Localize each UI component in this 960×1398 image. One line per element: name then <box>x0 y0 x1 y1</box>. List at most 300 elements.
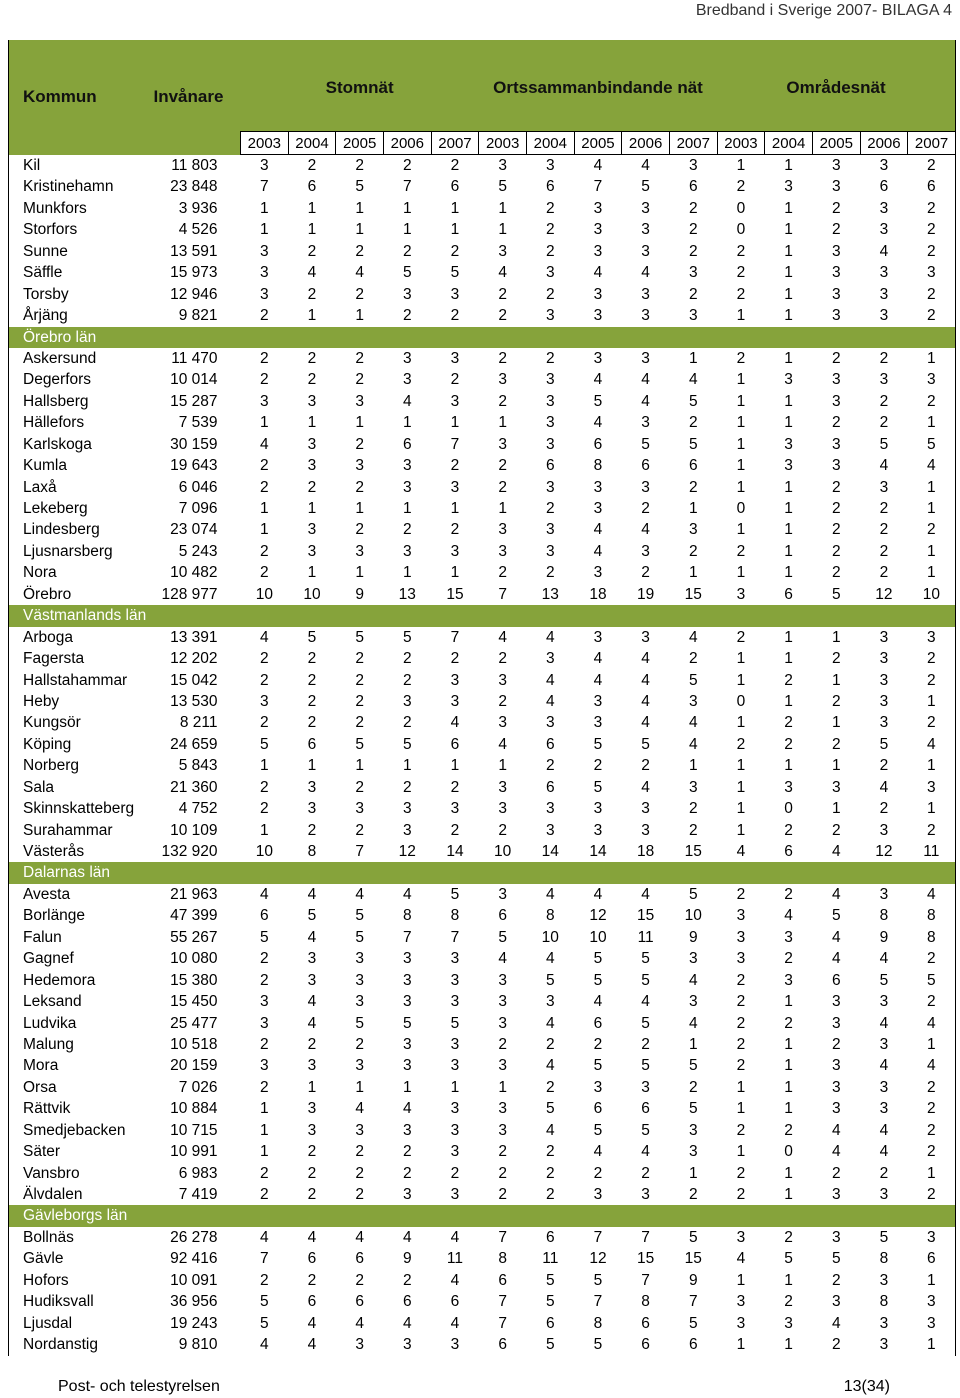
value-cell: 8 <box>879 907 889 925</box>
value-cell: 3 <box>307 971 317 989</box>
value-cell: 2 <box>831 1164 841 1182</box>
value-cell: 2 <box>927 671 936 689</box>
value-cell: 2 <box>307 349 317 367</box>
value-cell: 3 <box>545 821 555 839</box>
value-cell: 2 <box>307 650 317 668</box>
value-cell: 2 <box>545 1078 555 1096</box>
value-cell: 5 <box>260 1314 269 1332</box>
invanare-cell: 15 380 <box>170 971 218 989</box>
value-cell: 3 <box>498 371 507 389</box>
value-cell: 4 <box>784 907 793 925</box>
invanare-cell: 20 159 <box>170 1057 218 1075</box>
value-cell: 2 <box>927 1100 936 1118</box>
value-cell: 2 <box>498 650 507 668</box>
value-cell: 3 <box>402 542 412 560</box>
value-cell: 5 <box>402 628 412 646</box>
kommun-cell: Gävle <box>23 1250 64 1268</box>
value-cell: 2 <box>545 500 555 517</box>
value-cell: 3 <box>260 157 269 174</box>
value-cell: 3 <box>545 157 555 174</box>
value-cell: 4 <box>307 993 317 1011</box>
value-cell: 8 <box>450 907 460 925</box>
value-cell: 4 <box>307 1314 317 1332</box>
value-cell: 6 <box>688 457 698 475</box>
invanare-cell: 24 659 <box>170 735 218 753</box>
value-cell: 2 <box>450 157 460 174</box>
value-cell: 3 <box>498 800 507 818</box>
value-cell: 6 <box>593 1100 603 1118</box>
value-cell: 3 <box>831 371 841 389</box>
value-cell: 8 <box>402 907 412 925</box>
value-cell: 15 <box>684 1250 702 1268</box>
value-cell: 1 <box>784 564 793 582</box>
value-cell: 4 <box>927 457 936 475</box>
value-cell: 3 <box>688 1121 698 1139</box>
value-cell: 1 <box>260 500 269 517</box>
value-cell: 6 <box>450 178 460 196</box>
value-cell: 3 <box>927 778 936 796</box>
value-cell: 3 <box>879 1336 889 1354</box>
value-cell: 2 <box>355 692 364 710</box>
value-cell: 1 <box>688 564 698 582</box>
table-row <box>9 434 956 455</box>
value-cell: 1 <box>736 307 746 325</box>
value-cell: 5 <box>593 1121 603 1139</box>
kommun-cell: Lekeberg <box>23 500 88 517</box>
value-cell: 1 <box>784 1164 793 1182</box>
value-cell: 1 <box>402 564 412 582</box>
table-row <box>9 841 956 862</box>
value-cell: 3 <box>831 1293 841 1311</box>
value-cell: 1 <box>736 778 746 796</box>
value-cell: 2 <box>641 500 650 517</box>
value-cell: 2 <box>355 1035 364 1053</box>
kommun-cell: Falun <box>23 928 62 946</box>
value-cell: 2 <box>402 714 412 732</box>
value-cell: 3 <box>355 542 364 560</box>
value-cell: 3 <box>641 1186 650 1203</box>
value-cell: 6 <box>831 971 841 989</box>
value-cell: 4 <box>355 1228 364 1246</box>
value-cell: 2 <box>260 650 269 668</box>
kommun-cell: Ludvika <box>23 1014 77 1032</box>
kommun-cell: Orsa <box>23 1078 57 1096</box>
value-cell: 3 <box>450 1057 460 1075</box>
value-cell: 1 <box>402 500 412 517</box>
value-cell: 3 <box>545 714 555 732</box>
value-cell: 15 <box>684 585 702 603</box>
value-cell: 4 <box>831 843 841 860</box>
value-cell: 3 <box>736 1314 746 1332</box>
section-label: Västmanlands län <box>9 605 956 626</box>
invanare-cell: 36 956 <box>170 1293 218 1311</box>
invanare-cell: 6 046 <box>178 478 218 496</box>
footer-page-number: 13(34) <box>843 1378 890 1395</box>
value-cell: 5 <box>593 778 603 796</box>
value-cell: 2 <box>879 392 889 410</box>
value-cell: 2 <box>355 714 364 732</box>
kommun-cell: Kungsör <box>23 714 81 732</box>
value-cell: 3 <box>927 264 936 282</box>
invanare-cell: 10 482 <box>170 564 218 582</box>
value-cell: 2 <box>927 1078 936 1096</box>
value-cell: 10 <box>303 585 321 603</box>
value-cell: 1 <box>927 500 936 517</box>
value-cell: 3 <box>736 907 746 925</box>
value-cell: 12 <box>589 907 607 925</box>
value-cell: 0 <box>784 1143 793 1161</box>
value-cell: 3 <box>498 671 507 689</box>
value-cell: 4 <box>260 1336 269 1354</box>
value-cell: 2 <box>784 1228 793 1246</box>
value-cell: 2 <box>355 1186 364 1203</box>
value-cell: 1 <box>784 392 793 410</box>
value-cell: 2 <box>545 1143 555 1161</box>
value-cell: 3 <box>593 500 603 517</box>
value-cell: 5 <box>641 1057 650 1075</box>
invanare-cell: 5 843 <box>178 757 218 775</box>
value-cell: 2 <box>927 521 936 539</box>
value-cell: 3 <box>641 349 650 367</box>
value-cell: 5 <box>355 1014 364 1032</box>
value-cell: 1 <box>927 478 936 496</box>
value-cell: 3 <box>593 285 603 303</box>
value-cell: 2 <box>831 735 841 753</box>
value-cell: 4 <box>593 885 603 903</box>
value-cell: 5 <box>641 1014 650 1032</box>
value-cell: 1 <box>402 221 412 239</box>
value-cell: 7 <box>260 1250 269 1268</box>
value-cell: 4 <box>688 628 698 646</box>
invanare-cell: 21 360 <box>170 778 218 796</box>
value-cell: 3 <box>688 950 698 968</box>
value-cell: 2 <box>593 757 603 775</box>
value-cell: 3 <box>593 692 603 710</box>
value-cell: 6 <box>450 735 460 753</box>
value-cell: 5 <box>402 1014 412 1032</box>
value-cell: 4 <box>688 714 698 732</box>
value-cell: 2 <box>736 349 746 367</box>
value-cell: 1 <box>784 199 793 217</box>
value-cell: 3 <box>545 521 555 539</box>
value-cell: 2 <box>927 157 936 174</box>
value-cell: 2 <box>831 478 841 496</box>
value-cell: 3 <box>736 950 746 968</box>
invanare-cell: 4 752 <box>178 800 218 818</box>
value-cell: 2 <box>545 1035 555 1053</box>
value-cell: 5 <box>355 628 364 646</box>
value-cell: 6 <box>355 1250 364 1268</box>
kommun-cell: Sala <box>23 778 55 796</box>
value-cell: 6 <box>593 1014 603 1032</box>
value-cell: 1 <box>784 221 793 239</box>
value-cell: 5 <box>831 1250 841 1268</box>
value-cell: 6 <box>545 778 555 796</box>
value-cell: 2 <box>831 221 841 239</box>
value-cell: 2 <box>927 1143 936 1161</box>
table-row <box>9 1313 956 1334</box>
value-cell: 1 <box>927 692 936 710</box>
value-cell: 1 <box>831 800 841 818</box>
table-row <box>9 712 956 733</box>
invanare-cell: 12 946 <box>170 285 218 303</box>
value-cell: 4 <box>641 671 650 689</box>
value-cell: 2 <box>831 349 841 367</box>
value-cell: 3 <box>831 1100 841 1118</box>
value-cell: 2 <box>784 671 793 689</box>
value-cell: 3 <box>402 971 412 989</box>
value-cell: 2 <box>307 1164 317 1182</box>
value-cell: 5 <box>355 928 364 946</box>
kommun-cell: Storfors <box>23 221 78 239</box>
invanare-cell: 10 991 <box>170 1143 218 1161</box>
value-cell: 3 <box>879 478 889 496</box>
invanare-cell: 23 848 <box>170 178 218 196</box>
invanare-cell: 10 518 <box>170 1035 218 1053</box>
value-cell: 3 <box>927 1314 936 1332</box>
value-cell: 3 <box>879 821 889 839</box>
value-cell: 8 <box>593 1314 603 1332</box>
value-cell: 2 <box>927 950 936 968</box>
value-cell: 3 <box>355 457 364 475</box>
invanare-cell: 13 530 <box>170 692 218 710</box>
value-cell: 2 <box>545 221 555 239</box>
value-cell: 4 <box>736 1250 746 1268</box>
invanare-cell: 10 109 <box>170 821 218 839</box>
value-cell: 2 <box>450 307 460 325</box>
value-cell: 4 <box>450 1314 460 1332</box>
value-cell: 2 <box>260 950 269 968</box>
value-cell: 4 <box>831 928 841 946</box>
value-cell: 4 <box>736 843 746 860</box>
value-cell: 2 <box>831 564 841 582</box>
value-cell: 2 <box>355 671 364 689</box>
value-cell: 1 <box>450 221 460 239</box>
value-cell: 2 <box>593 1164 603 1182</box>
year-header: 2003 <box>717 132 765 155</box>
value-cell: 4 <box>593 671 603 689</box>
value-cell: 1 <box>260 757 269 775</box>
value-cell: 1 <box>355 757 364 775</box>
table-row <box>9 348 956 369</box>
value-cell: 3 <box>641 542 650 560</box>
invanare-cell: 21 963 <box>170 885 218 903</box>
value-cell: 2 <box>736 885 746 903</box>
value-cell: 1 <box>784 478 793 496</box>
value-cell: 3 <box>736 1293 746 1311</box>
value-cell: 14 <box>589 843 607 860</box>
value-cell: 7 <box>402 178 412 196</box>
value-cell: 9 <box>688 928 698 946</box>
value-cell: 4 <box>260 628 269 646</box>
value-cell: 2 <box>450 457 460 475</box>
value-cell: 5 <box>688 1057 698 1075</box>
value-cell: 2 <box>545 349 555 367</box>
value-cell: 2 <box>641 1035 650 1053</box>
value-cell: 2 <box>927 242 936 260</box>
value-cell: 2 <box>688 221 698 239</box>
year-header: 2004 <box>526 132 574 155</box>
value-cell: 3 <box>831 457 841 475</box>
value-cell: 6 <box>545 1314 555 1332</box>
value-cell: 3 <box>498 157 507 174</box>
value-cell: 3 <box>307 1121 317 1139</box>
value-cell: 7 <box>450 435 460 453</box>
value-cell: 1 <box>831 757 841 775</box>
kommun-cell: Hallsberg <box>23 392 89 410</box>
value-cell: 2 <box>307 1035 317 1053</box>
value-cell: 4 <box>831 1121 841 1139</box>
value-cell: 3 <box>879 628 889 646</box>
value-cell: 2 <box>736 1121 746 1139</box>
value-cell: 5 <box>355 178 364 196</box>
value-cell: 1 <box>355 414 364 432</box>
value-cell: 4 <box>641 1143 650 1161</box>
value-cell: 1 <box>784 1100 793 1118</box>
value-cell: 3 <box>879 307 889 325</box>
invanare-cell: 26 278 <box>170 1228 218 1246</box>
broadband-table <box>8 40 956 1356</box>
value-cell: 2 <box>260 800 269 818</box>
value-cell: 3 <box>688 778 698 796</box>
value-cell: 6 <box>545 457 555 475</box>
value-cell: 4 <box>498 735 507 753</box>
value-cell: 1 <box>927 542 936 560</box>
value-cell: 1 <box>736 392 746 410</box>
value-cell: 4 <box>831 1314 841 1332</box>
value-cell: 2 <box>641 564 650 582</box>
table-row <box>9 648 956 669</box>
value-cell: 3 <box>450 285 460 303</box>
value-cell: 1 <box>260 821 269 839</box>
value-cell: 2 <box>736 178 746 196</box>
value-cell: 5 <box>355 907 364 925</box>
value-cell: 1 <box>260 1100 269 1118</box>
value-cell: 6 <box>402 1293 412 1311</box>
value-cell: 3 <box>402 692 412 710</box>
value-cell: 3 <box>927 628 936 646</box>
value-cell: 4 <box>307 1228 317 1246</box>
value-cell: 3 <box>879 714 889 732</box>
value-cell: 7 <box>688 1293 698 1311</box>
value-cell: 2 <box>450 521 460 539</box>
kommun-cell: Älvdalen <box>23 1186 83 1203</box>
value-cell: 7 <box>641 1228 650 1246</box>
value-cell: 4 <box>593 371 603 389</box>
value-cell: 8 <box>879 1250 889 1268</box>
value-cell: 3 <box>355 1057 364 1075</box>
value-cell: 4 <box>641 692 650 710</box>
value-cell: 4 <box>593 542 603 560</box>
value-cell: 5 <box>498 178 507 196</box>
value-cell: 5 <box>688 1228 698 1246</box>
invanare-cell: 11 803 <box>171 156 218 174</box>
value-cell: 2 <box>831 821 841 839</box>
value-cell: 2 <box>545 757 555 775</box>
value-cell: 7 <box>498 1228 507 1246</box>
value-cell: 3 <box>498 1100 507 1118</box>
value-cell: 2 <box>260 1271 269 1289</box>
value-cell: 6 <box>688 178 698 196</box>
value-cell: 6 <box>784 585 793 603</box>
value-cell: 2 <box>927 1121 936 1139</box>
table-row <box>9 498 956 519</box>
kommun-cell: Gagnef <box>23 950 74 968</box>
value-cell: 4 <box>355 264 364 282</box>
value-cell: 5 <box>688 1314 698 1332</box>
value-cell: 3 <box>498 542 507 560</box>
invanare-cell: 10 014 <box>170 371 218 389</box>
value-cell: 7 <box>498 1314 507 1332</box>
kommun-cell: Hällefors <box>23 414 85 432</box>
value-cell: 3 <box>831 307 841 325</box>
kommun-cell: Surahammar <box>23 821 113 839</box>
value-cell: 1 <box>355 564 364 582</box>
value-cell: 4 <box>545 692 555 710</box>
value-cell: 3 <box>402 1035 412 1053</box>
value-cell: 3 <box>450 1186 460 1203</box>
value-cell: 2 <box>784 950 793 968</box>
value-cell: 1 <box>927 564 936 582</box>
value-cell: 4 <box>545 885 555 903</box>
value-cell: 3 <box>355 993 364 1011</box>
value-cell: 2 <box>498 1186 507 1203</box>
value-cell: 6 <box>307 1250 317 1268</box>
value-cell: 3 <box>879 221 889 239</box>
value-cell: 3 <box>260 1014 269 1032</box>
value-cell: 3 <box>450 950 460 968</box>
value-cell: 2 <box>450 821 460 839</box>
kommun-cell: Leksand <box>23 993 82 1011</box>
value-cell: 3 <box>307 1100 317 1118</box>
value-cell: 2 <box>402 242 412 260</box>
value-cell: 4 <box>641 885 650 903</box>
value-cell: 4 <box>641 264 650 282</box>
value-cell: 10 <box>494 843 512 860</box>
kommun-cell: Örebro <box>23 585 72 603</box>
value-cell: 3 <box>879 1100 889 1118</box>
value-cell: 4 <box>879 1014 889 1032</box>
value-cell: 5 <box>927 435 936 453</box>
invanare-cell: 30 159 <box>170 435 218 453</box>
year-header: 2006 <box>622 132 670 155</box>
table-row <box>9 519 956 540</box>
value-cell: 4 <box>688 735 698 753</box>
table-row <box>9 1034 956 1055</box>
year-header: 2005 <box>812 132 860 155</box>
value-cell: 3 <box>545 264 555 282</box>
value-cell: 2 <box>879 414 889 432</box>
value-cell: 2 <box>402 1164 412 1182</box>
table-row <box>9 541 956 562</box>
value-cell: 7 <box>641 1271 650 1289</box>
value-cell: 3 <box>355 800 364 818</box>
kommun-cell: Lindesberg <box>23 521 100 539</box>
value-cell: 6 <box>307 178 317 196</box>
value-cell: 5 <box>688 392 698 410</box>
value-cell: 1 <box>402 199 412 217</box>
value-cell: 8 <box>545 907 555 925</box>
value-cell: 3 <box>498 1014 507 1032</box>
invanare-cell: 5 243 <box>178 542 218 560</box>
invanare-cell: 128 977 <box>161 585 218 603</box>
kommun-cell: Askersund <box>23 349 97 367</box>
invanare-cell: 11 470 <box>171 349 218 367</box>
invanare-cell: 15 973 <box>170 264 218 282</box>
value-cell: 2 <box>307 478 317 496</box>
value-cell: 4 <box>402 1314 412 1332</box>
value-cell: 2 <box>927 221 936 239</box>
